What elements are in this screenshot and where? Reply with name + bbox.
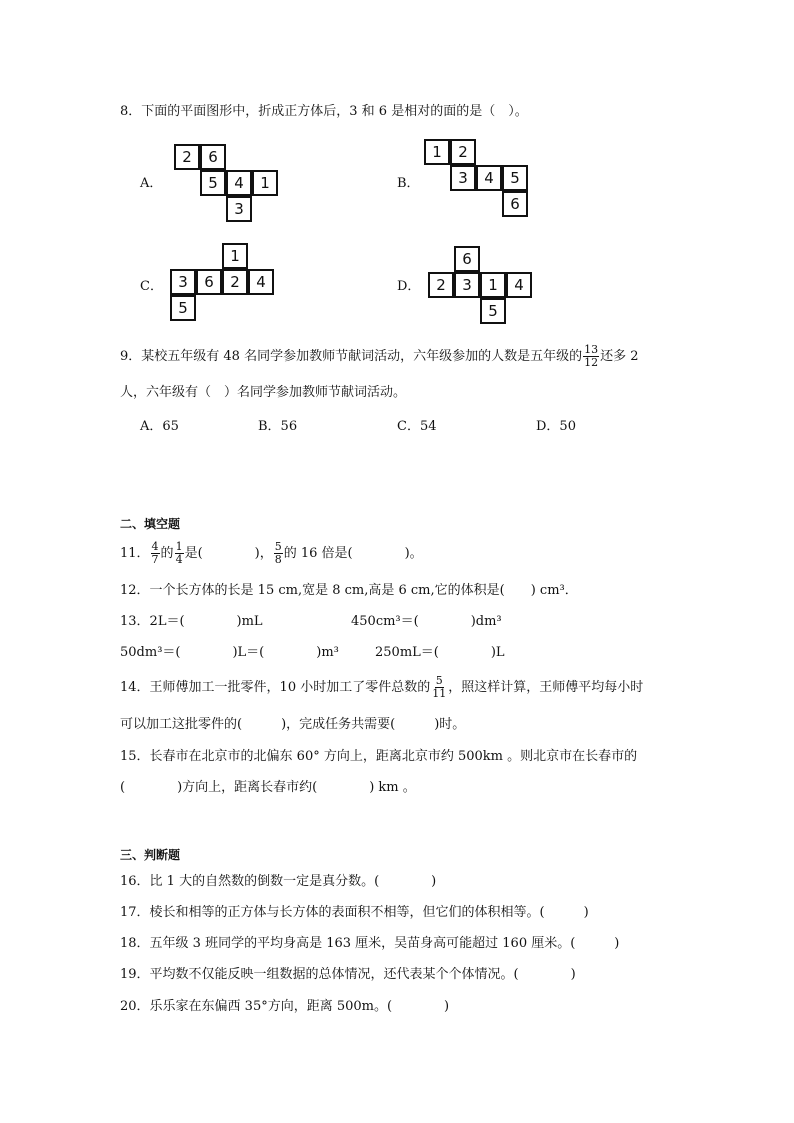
question-11-text: 的 16 倍是( )。 [283, 546, 423, 561]
section-2-heading: 二、填空题 [120, 517, 181, 531]
option-d-label: D． [397, 279, 421, 294]
question-11-number: 11． [120, 546, 150, 561]
net-cell: 6 [454, 246, 480, 272]
question-20: 20．乐乐家在东偏西 35°方向，距离 500m。( ) [120, 999, 450, 1014]
fraction-denominator: 8 [274, 553, 282, 566]
question-11-text: 是( )， [184, 546, 273, 561]
net-cell: 3 [454, 272, 480, 298]
net-cell: 2 [174, 144, 200, 170]
net-cell: 6 [196, 269, 222, 295]
net-cell: 3 [450, 165, 476, 191]
fraction-1-4 [175, 541, 184, 566]
fraction-denominator: 12 [584, 356, 599, 369]
question-15-line2: ( )方向上，距离长春市约( ) km 。 [120, 780, 416, 795]
question-9-line2: 人，六年级有（ ）名同学参加教师节献词活动。 [120, 385, 407, 400]
net-cell: 2 [450, 139, 476, 165]
question-19: 19．平均数不仅能反映一组数据的总体情况，还代表某个个体情况。( ) [120, 967, 576, 982]
net-cell: 3 [226, 196, 252, 222]
fraction-numerator: 4 [151, 540, 159, 553]
choice-c: C．54 [397, 419, 437, 434]
fraction-denominator: 11 [432, 687, 447, 700]
fraction-numerator: 5 [435, 674, 443, 687]
question-14-line2: 可以加工这批零件的( )，完成任务共需要( )时。 [120, 717, 466, 732]
net-cell: 4 [226, 170, 252, 196]
question-8-text: 8．下面的平面图形中，折成正方体后，3 和 6 是相对的面的是（ ）。 [120, 104, 528, 119]
fraction-denominator: 7 [151, 553, 159, 566]
fraction-5-11 [431, 675, 447, 700]
question-9-text-a: 9．某校五年级有 48 名同学参加教师节献词活动，六年级参加的人数是五年级的 [120, 349, 583, 364]
net-cell: 4 [248, 269, 274, 295]
section-3-heading: 三、判断题 [120, 848, 181, 862]
net-cell: 5 [480, 298, 506, 324]
question-9-line1 [120, 344, 638, 370]
question-13-part-a: 13．2L＝( )mL [120, 614, 263, 629]
question-13-part-b: 450cm³＝( )dm³ [351, 614, 502, 629]
net-cell: 6 [200, 144, 226, 170]
question-15-line1: 15．长春市在北京市的北偏东 60° 方向上，距离北京市约 500km 。则北京市在长春市的 [120, 749, 638, 764]
question-12: 12．一个长方体的长是 15 cm,宽是 8 cm,高是 6 cm,它的体积是( ) cm³． [120, 583, 578, 598]
question-14-line1 [120, 675, 643, 701]
question-9-choices [140, 415, 660, 433]
fraction-4-7 [151, 541, 160, 566]
question-14-text-b: ，照这样计算，王师傅平均每小时 [448, 680, 644, 695]
question-14-text-a: 14．王师傅加工一批零件，10 小时加工了零件总数的 [120, 680, 431, 695]
net-cell: 2 [428, 272, 454, 298]
fraction-5-8 [274, 541, 283, 566]
option-b-label: B． [397, 176, 420, 191]
choice-d: D．50 [536, 419, 576, 434]
fraction-13-12 [583, 344, 599, 369]
option-a-label: A． [140, 176, 163, 191]
net-cell: 5 [170, 295, 196, 321]
choice-b: B．56 [258, 419, 298, 434]
question-17: 17．棱长和相等的正方体与长方体的表面积不相等，但它们的体积相等。( ) [120, 905, 589, 920]
net-cell: 5 [200, 170, 226, 196]
question-18: 18．五年级 3 班同学的平均身高是 163 厘米，吴苗身高可能超过 160 厘米。( ) [120, 936, 620, 951]
net-cell: 4 [506, 272, 532, 298]
option-c-label: C． [140, 279, 163, 294]
net-cell: 2 [222, 269, 248, 295]
net-cell: 4 [476, 165, 502, 191]
net-cell: 3 [170, 269, 196, 295]
fraction-numerator: 13 [584, 343, 599, 356]
net-cell: 1 [424, 139, 450, 165]
question-13-part-d: 250mL＝( )L [375, 645, 505, 660]
net-cell: 1 [480, 272, 506, 298]
question-9-text-b: 还多 2 [600, 349, 639, 364]
net-cell: 6 [502, 191, 528, 217]
fraction-denominator: 4 [175, 553, 183, 566]
net-cell: 1 [222, 243, 248, 269]
question-11-text: 的 [160, 546, 174, 561]
net-cell: 5 [502, 165, 528, 191]
question-16: 16．比 1 大的自然数的倒数一定是真分数。( ) [120, 874, 437, 889]
choice-a: A．65 [140, 419, 179, 434]
net-cell: 1 [252, 170, 278, 196]
fraction-numerator: 5 [274, 540, 282, 553]
fraction-numerator: 1 [175, 540, 183, 553]
question-13-part-c: 50dm³＝( )L＝( )m³ [120, 645, 339, 660]
question-11 [120, 540, 423, 568]
